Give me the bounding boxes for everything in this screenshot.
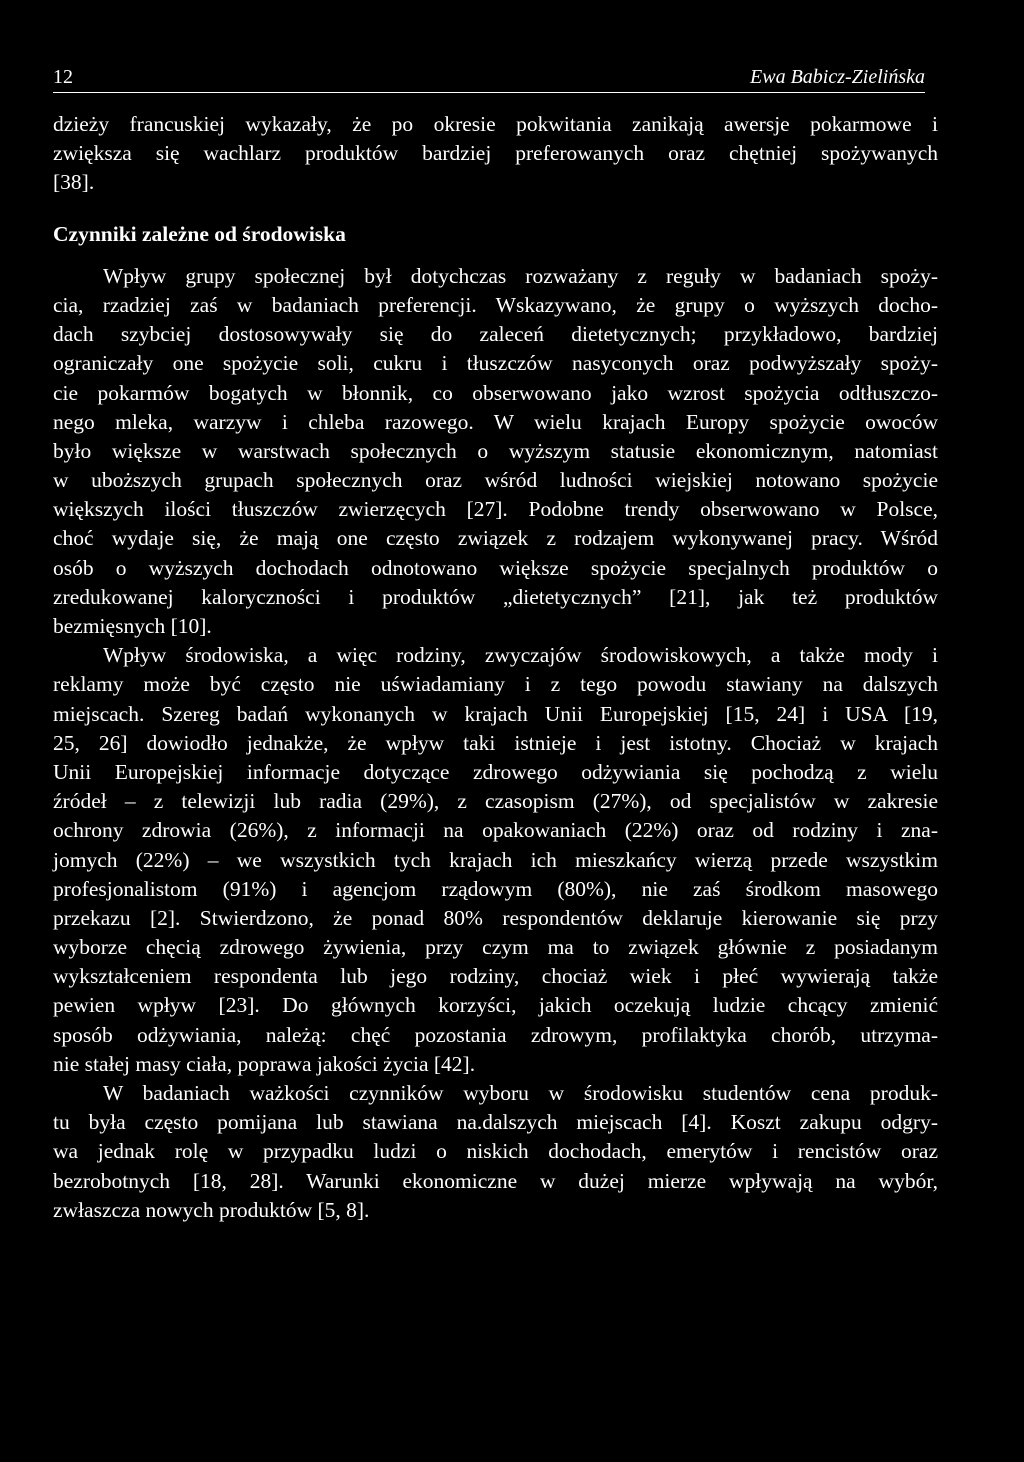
running-head-author: Ewa Babicz-Zielińska [750, 66, 925, 88]
text-line: W badaniach ważkości czynników wyboru w środowisku studentów cena produk- [103, 1081, 938, 1106]
text-line: wykształceniem respondenta lub jego rodziny, chociaż wiek i płeć wywierają także [53, 964, 938, 989]
text-line: ochrony zdrowia (26%), z informacji na opakowaniach (22%) oraz od rodziny i zna- [53, 818, 938, 843]
text-line: osób o wyższych dochodach odnotowano większe spożycie specjalnych produktów o [53, 555, 938, 580]
text-line: pewien wpływ [23]. Do głównych korzyści, jakich oczekują ludzie chcący zmienić [53, 993, 938, 1018]
text-line: jomych (22%) – we wszystkich tych krajach ich mieszkańcy wierzą przede wszystkim [53, 847, 938, 872]
text-line: reklamy może być często nie uświadamiany i z tego powodu stawiany na dalszych [53, 672, 938, 697]
page-body [53, 110, 938, 1225]
text-line: dach szybciej dostosowywały się do zaleceń dietetycznych; przykładowo, bardziej [53, 322, 938, 347]
text-line: sposób odżywiania, należą: chęć pozostania zdrowym, profilaktyka chorób, utrzyma- [53, 1022, 938, 1047]
text-line: źródeł – z telewizji lub radia (29%), z czasopism (27%), od specjalistów w zakresie [53, 789, 938, 814]
text-line: [38]. [53, 170, 95, 195]
text-line: ograniczały one spożycie soli, cukru i tłuszczów nasyconych oraz podwyższały spoży- [53, 351, 938, 376]
page-header [53, 64, 925, 93]
text-line: nego mleka, warzyw i chleba razowego. W wielu krajach Europy spożycie owoców [53, 409, 938, 434]
text-line: Wpływ środowiska, a więc rodziny, zwyczajów środowiskowych, a także mody i [103, 643, 938, 668]
text-line: nie stałej masy ciała, poprawa jakości życia [42]. [53, 1051, 476, 1076]
text-line: profesjonalistom (91%) i agencjom rządowym (80%), nie zaś środkom masowego [53, 876, 938, 901]
text-line: dzieży francuskiej wykazały, że po okresie pokwitania zanikają awersje pokarmowe i [53, 112, 938, 136]
section-heading: Czynniki zależne od środowiska [53, 221, 346, 246]
text-line: tu była często pomijana lub stawiana na.dalszych miejscach [4]. Koszt zakupu odgry- [53, 1110, 938, 1135]
text-line: zwiększa się wachlarz produktów bardziej preferowanych oraz chętniej spożywanych [53, 141, 938, 166]
page-number: 12 [53, 66, 73, 88]
text-line: cie pokarmów bogatych w błonnik, co obserwowano jako wzrost spożycia odtłuszczo- [53, 380, 938, 405]
text-line: zwłaszcza nowych produktów [5, 8]. [53, 1197, 370, 1222]
text-line: było większe w warstwach społecznych o wyższym statusie ekonomicznym, natomiast [53, 438, 938, 463]
text-line: 25, 26] dowiodło jednakże, że wpływ taki istnieje i jest istotny. Chociaż w krajach [53, 730, 938, 755]
text-line: Wpływ grupy społecznej był dotychczas rozważany z reguły w badaniach spoży- [103, 263, 938, 288]
text-line: wyborze chęcią zdrowego żywienia, przy czym ma to związek głównie z posiadanym [53, 935, 938, 960]
text-line: bezmięsnych [10]. [53, 614, 212, 639]
text-line: wa jednak rolę w przypadku ludzi o niskich dochodach, emerytów i rencistów oraz [53, 1139, 938, 1164]
text-line: cia, rzadziej zaś w badaniach preferencji. Wskazywano, że grupy o wyższych docho- [53, 292, 938, 317]
continuation-paragraph [53, 110, 938, 198]
text-line: miejscach. Szereg badań wykonanych w krajach Unii Europejskiej [15, 24] i USA [19, [53, 701, 938, 726]
text-line: choć wydaje się, że mają one często związek z rodzajem wykonywanej pracy. Wśród [53, 526, 938, 551]
text-line: w uboższych grupach społecznych oraz wśród ludności wiejskiej notowano spożycie [53, 468, 938, 493]
text-line: Unii Europejskiej informacje dotyczące zdrowego odżywiania się pochodzą z wielu [53, 759, 938, 784]
text-line: przekazu [2]. Stwierdzono, że ponad 80% respondentów deklaruje kierowanie się przy [53, 905, 938, 930]
text-line: większych ilości tłuszczów zwierzęcych [27]. Podobne trendy obserwowano w Polsce, [53, 497, 938, 522]
text-line: zredukowanej kaloryczności i produktów „dietetycznych” [21], jak też produktów [53, 584, 938, 609]
text-line: bezrobotnych [18, 28]. Warunki ekonomiczne w dużej mierze wpływają na wybór, [53, 1168, 938, 1193]
paragraph-social-group [53, 262, 938, 641]
paragraph-environment [53, 641, 938, 1079]
paragraph-price [53, 1079, 938, 1225]
